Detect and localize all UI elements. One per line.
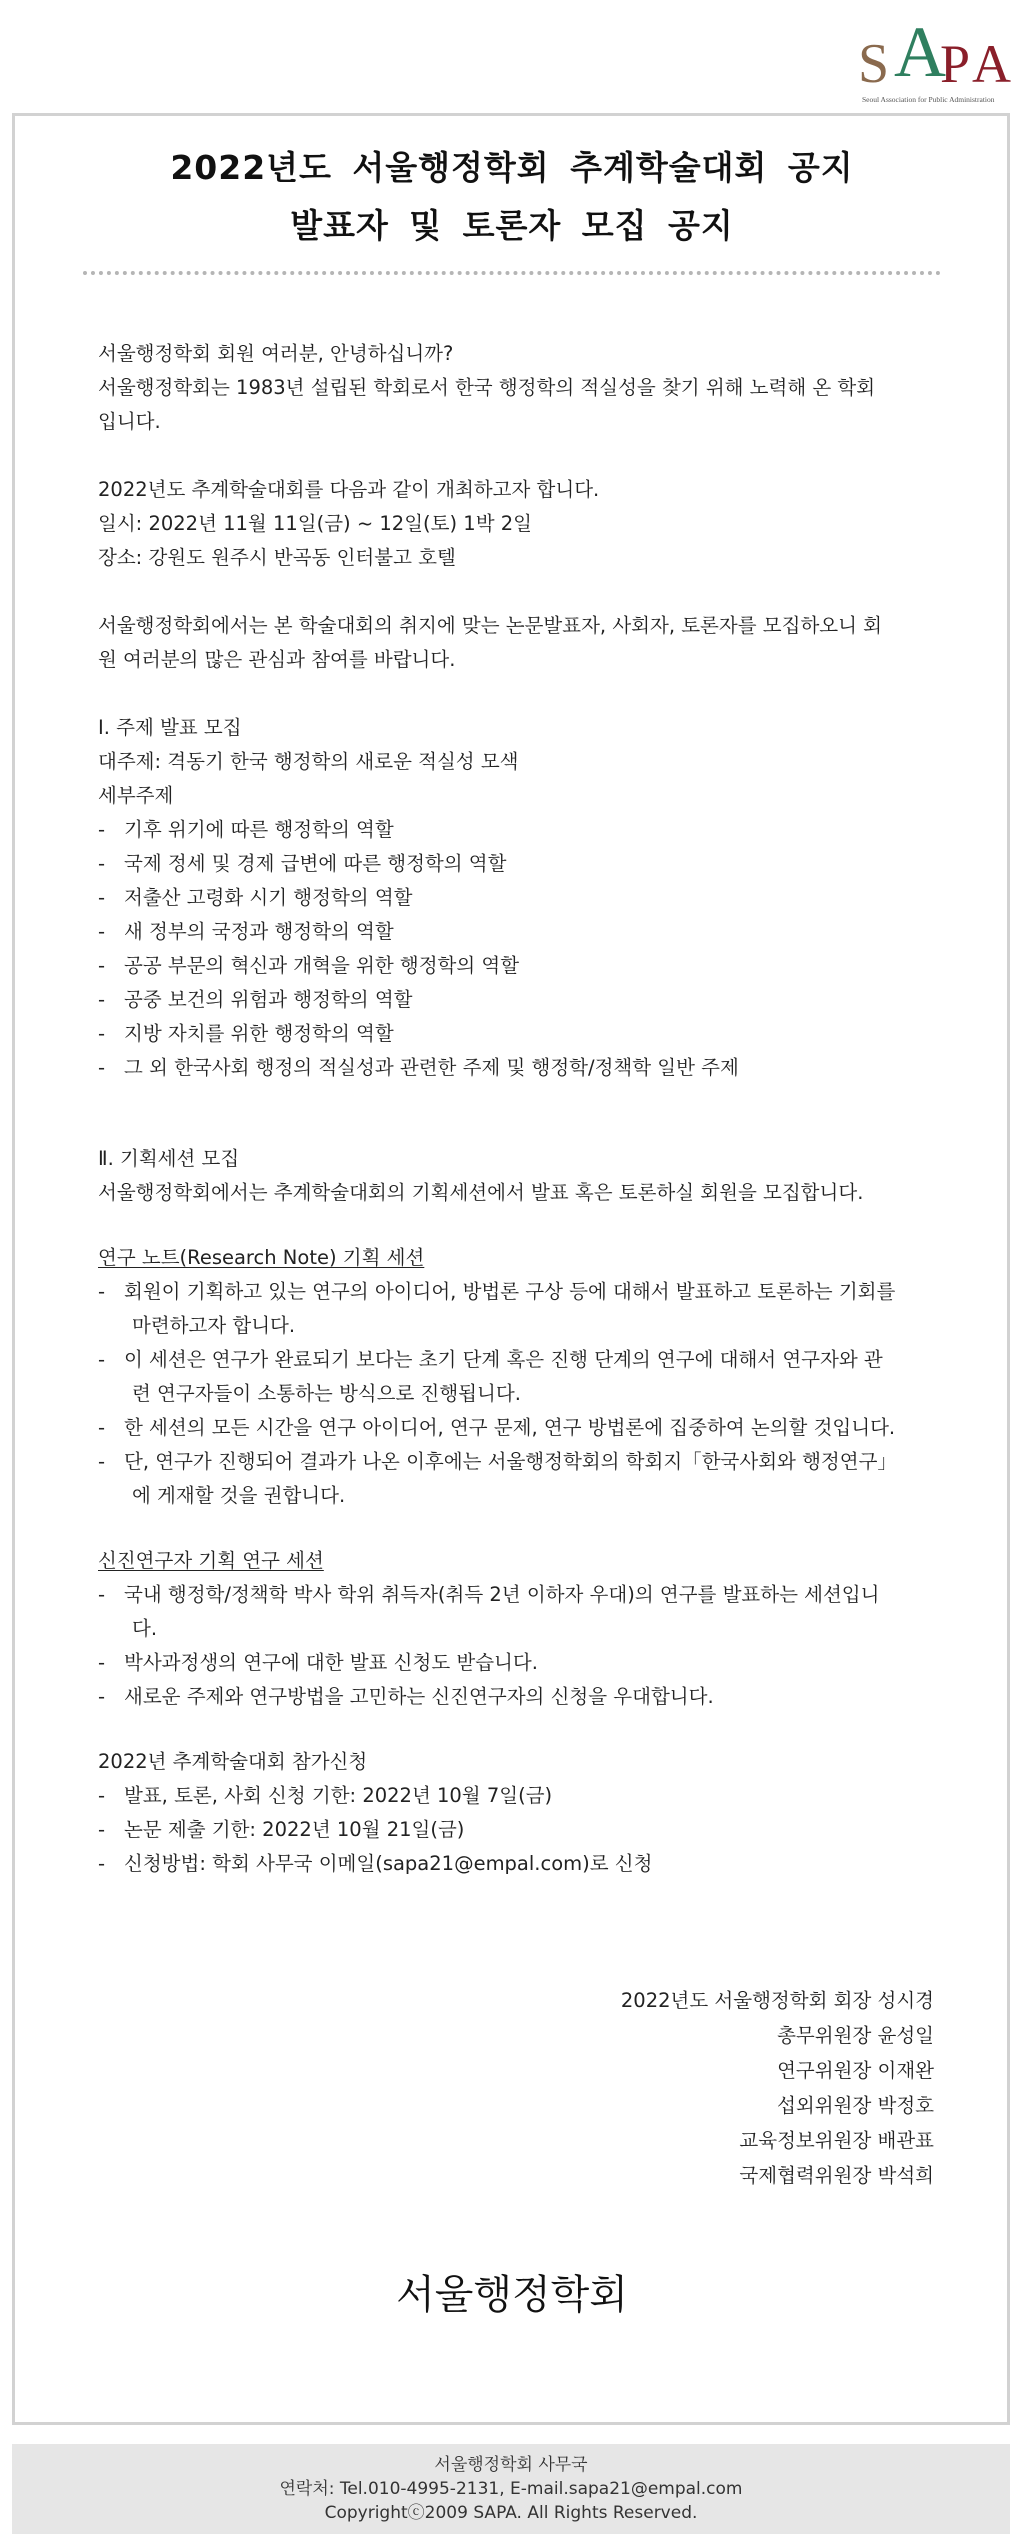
section2-heading: Ⅱ. 기획세션 모집: [98, 1147, 240, 1170]
svg-text:A: A: [894, 16, 946, 92]
sapa-logo: [856, 16, 1016, 108]
research-note-title: 연구 노트(Research Note) 기획 세션: [98, 1246, 425, 1269]
subtopics-label: 세부주제: [98, 784, 174, 807]
event-venue: 장소: 강원도 원주시 반곡동 인터불고 호텔: [98, 546, 456, 569]
signature-line: 연구위원장 이재완: [777, 2059, 934, 2082]
subtopic-item: - 지방 자치를 위한 행정학의 역할: [98, 1022, 394, 1045]
title-divider: [83, 271, 941, 275]
event-text: 2022년도 추계학술대회를 다음과 같이 개최하고자 합니다.: [98, 478, 600, 501]
footer-contact: 연락처: Tel.010-4995-2131, E-mail.sapa21@empal.com: [279, 2479, 743, 2499]
footer: [12, 2444, 1010, 2534]
sapa-logo-mark: [856, 16, 1016, 108]
svg-text:P: P: [940, 34, 971, 94]
signature-line: 섭외위원장 박정호: [777, 2094, 934, 2117]
new-researcher-item: - 국내 행정학/정책학 박사 학위 취득자(취득 2년 이하자 우대)의 연구를 발표하는 세션입니 다.: [98, 1583, 880, 1640]
new-researcher-item: - 박사과정생의 연구에 대한 발표 신청도 받습니다.: [98, 1651, 538, 1674]
subtopic-item: - 그 외 한국사회 행정의 적실성과 관련한 주제 및 행정학/정책학 일반 주제: [98, 1056, 739, 1079]
signature-line: 총무위원장 윤성일: [777, 2024, 934, 2047]
research-note-item: - 한 세션의 모든 시간을 연구 아이디어, 연구 문제, 연구 방법론에 집중하여 논의할 것입니다.: [98, 1416, 896, 1439]
research-note-item: - 단, 연구가 진행되어 결과가 나온 이후에는 서울행정학회의 학회지「한국사회와 행정연구」 에 게재할 것을 권합니다.: [98, 1450, 897, 1507]
registration-item: - 논문 제출 기한: 2022년 10월 21일(금): [98, 1818, 465, 1841]
registration-item: - 발표, 토론, 사회 신청 기한: 2022년 10월 7일(금): [98, 1784, 553, 1807]
subtopic-item: - 국제 정세 및 경제 급변에 따른 행정학의 역할: [98, 852, 507, 875]
research-note-item: - 회원이 기획하고 있는 연구의 아이디어, 방법론 구상 등에 대해서 발표하고 토론하는 기회를 마련하고자 합니다.: [98, 1280, 896, 1337]
registration-item: - 신청방법: 학회 사무국 이메일(sapa21@empal.com)로 신청: [98, 1852, 653, 1875]
section1-heading: Ⅰ. 주제 발표 모집: [98, 716, 242, 739]
new-researcher-title: 신진연구자 기획 연구 세션: [98, 1549, 324, 1572]
organization-name: 서울행정학회: [396, 2272, 628, 2318]
intro-text: 서울행정학회는 1983년 설립된 학회로서 한국 행정학의 적실성을 찾기 위해 노력해 온 학회: [98, 376, 876, 399]
event-date: 일시: 2022년 11월 11일(금) ~ 12일(토) 1박 2일: [98, 512, 532, 535]
signature-line: 2022년도 서울행정학회 회장 성시경: [620, 1989, 934, 2012]
subtopic-item: - 공중 보건의 위험과 행정학의 역할: [98, 988, 413, 1011]
subtopic-item: - 새 정부의 국정과 행정학의 역할: [98, 920, 394, 943]
footer-office: 서울행정학회 사무국: [434, 2455, 588, 2475]
svg-text:A: A: [972, 34, 1011, 94]
subtopic-item: - 저출산 고령화 시기 행정학의 역할: [98, 886, 413, 909]
svg-text:S: S: [858, 33, 890, 95]
call-text: 원 여러분의 많은 관심과 참여를 바랍니다.: [98, 648, 456, 671]
svg-text:Seoul Association for Public A: Seoul Association for Public Administration: [862, 95, 995, 104]
greeting: 서울행정학회 회원 여러분, 안녕하십니까?: [98, 342, 454, 365]
new-researcher-item: - 새로운 주제와 연구방법을 고민하는 신진연구자의 신청을 우대합니다.: [98, 1685, 714, 1708]
subtopic-item: - 기후 위기에 따른 행정학의 역할: [98, 818, 394, 841]
page-title: 2022년도 서울행정학회 추계학술대회 공지: [170, 148, 854, 187]
signature-block: [621, 1983, 934, 2193]
signature-line: 교육정보위원장 배관표: [739, 2129, 934, 2152]
call-text: 서울행정학회에서는 본 학술대회의 취지에 맞는 논문발표자, 사회자, 토론자를 모집하오니 회: [98, 614, 882, 637]
signature-line: 국제협력위원장 박석희: [739, 2164, 934, 2187]
notice-body: [98, 337, 944, 1881]
footer-copyright: Copyrightⓒ2009 SAPA. All Rights Reserved.: [324, 2503, 698, 2523]
main-theme: 대주제: 격동기 한국 행정학의 새로운 적실성 모색: [98, 750, 519, 773]
section2-desc: 서울행정학회에서는 추계학술대회의 기획세션에서 발표 혹은 토론하실 회원을 모집합니다.: [98, 1181, 864, 1204]
page-subtitle: 발표자 및 토론자 모집 공지: [290, 206, 734, 245]
registration-title: 2022년 추계학술대회 참가신청: [98, 1750, 368, 1773]
subtopic-item: - 공공 부문의 혁신과 개혁을 위한 행정학의 역할: [98, 954, 520, 977]
intro-text: 입니다.: [98, 410, 161, 433]
research-note-item: - 이 세션은 연구가 완료되기 보다는 초기 단계 혹은 진행 단계의 연구에 대해서 연구자와 관 련 연구자들이 소통하는 방식으로 진행됩니다.: [98, 1348, 883, 1405]
